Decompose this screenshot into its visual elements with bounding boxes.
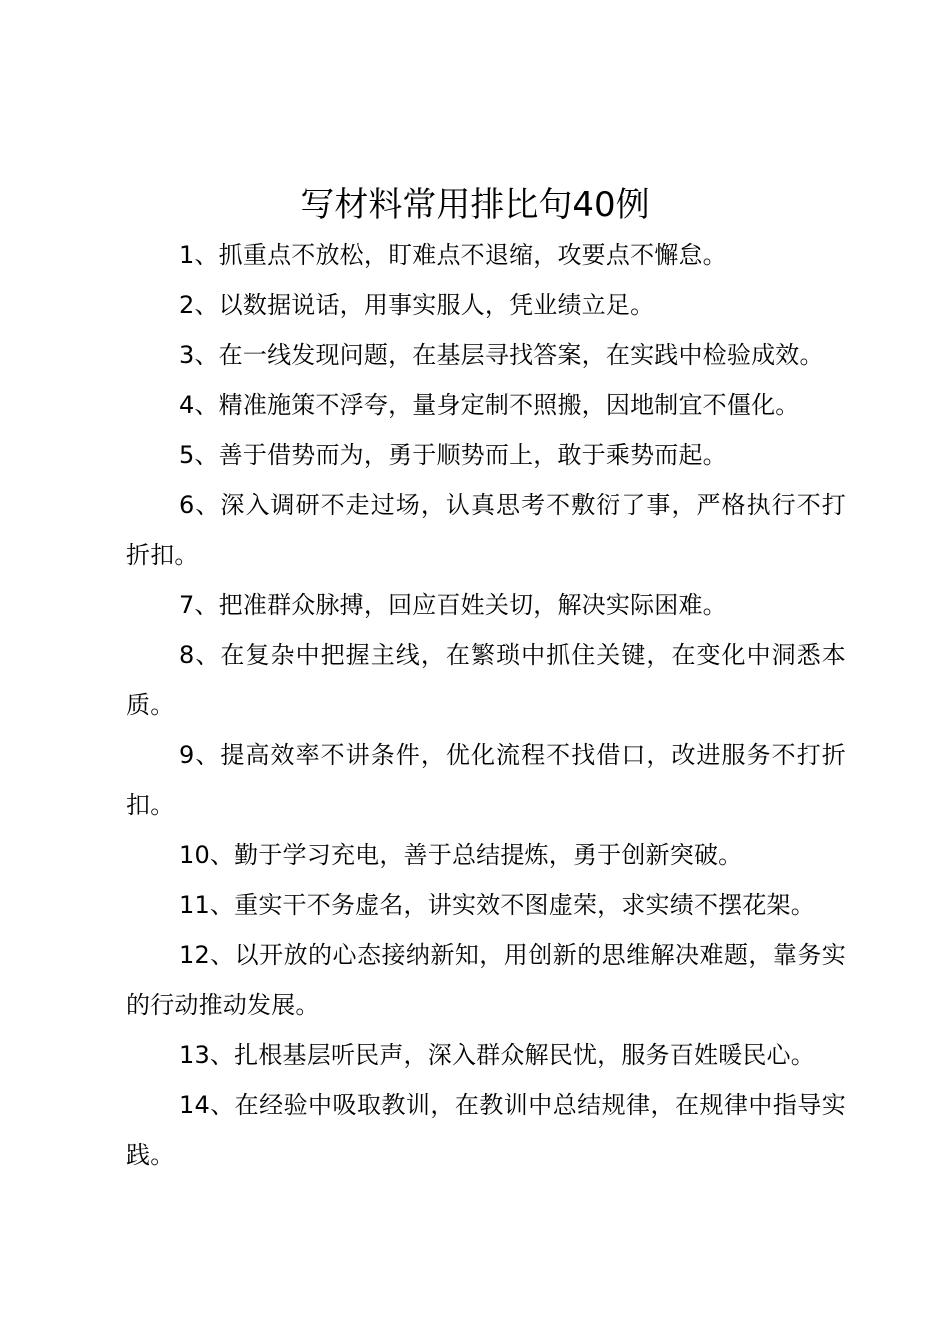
paragraph-6: 6、深入调研不走过场，认真思考不敷衍了事，严格执行不打折扣。 bbox=[126, 491, 846, 569]
paragraph-1: 1、抓重点不放松，盯难点不退缩，攻要点不懈怠。 bbox=[179, 241, 727, 269]
paragraph-11: 11、重实干不务虚名，讲实效不图虚荣，求实绩不摆花架。 bbox=[179, 891, 815, 919]
document-body bbox=[126, 230, 846, 1180]
paragraph-2: 2、以数据说话，用事实服人，凭业绩立足。 bbox=[179, 291, 655, 319]
paragraph-14: 14、在经验中吸取教训，在教训中总结规律，在规律中指导实践。 bbox=[126, 1091, 846, 1169]
paragraph-13: 13、扎根基层听民声，深入群众解民忧，服务百姓暖民心。 bbox=[179, 1041, 815, 1069]
paragraph-3: 3、在一线发现问题，在基层寻找答案，在实践中检验成效。 bbox=[179, 341, 824, 369]
paragraph-12: 12、以开放的心态接纳新知，用创新的思维解决难题，靠务实的行动推动发展。 bbox=[126, 941, 846, 1019]
paragraph-10: 10、勤于学习充电，善于总结提炼，勇于创新突破。 bbox=[179, 841, 743, 869]
paragraph-7: 7、把准群众脉搏，回应百姓关切，解决实际困难。 bbox=[179, 591, 727, 619]
paragraph-4: 4、精准施策不浮夸，量身定制不照搬，因地制宜不僵化。 bbox=[179, 391, 800, 419]
paragraph-9: 9、提高效率不讲条件，优化流程不找借口，改进服务不打折扣。 bbox=[126, 741, 846, 819]
paragraph-8: 8、在复杂中把握主线，在繁琐中抓住关键，在变化中洞悉本质。 bbox=[126, 641, 846, 719]
document-title: 写材料常用排比句40例 bbox=[300, 185, 650, 225]
paragraph-5: 5、善于借势而为，勇于顺势而上，敢于乘势而起。 bbox=[179, 441, 727, 469]
